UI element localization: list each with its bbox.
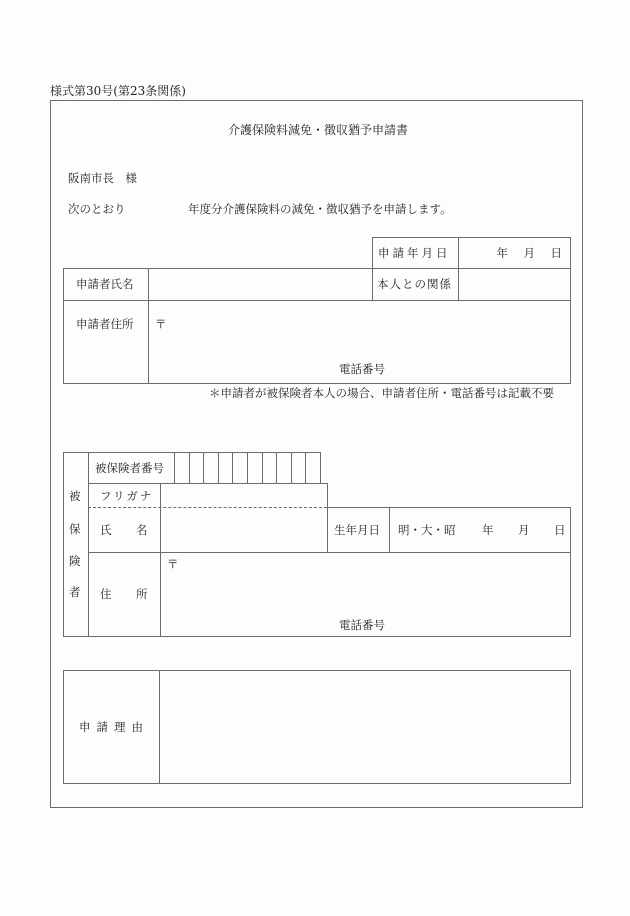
insured-number-label: 被保険者番号 xyxy=(95,461,164,475)
digit-box-divider xyxy=(320,452,321,483)
note: ＊申請者が被保険者本人の場合、申請者住所・電話番号は記載不要 xyxy=(209,386,554,400)
insured-number-digit-box[interactable] xyxy=(277,453,291,483)
insured-number-digit-box[interactable] xyxy=(190,453,204,483)
birth-year-unit: 年 xyxy=(482,523,494,537)
insured-section-label-4: 者 xyxy=(69,585,81,599)
insured-postal-mark: 〒 xyxy=(167,557,179,571)
insured-number-digit-box[interactable] xyxy=(306,453,320,483)
insured-address-field[interactable] xyxy=(161,553,570,636)
insured-number-digit-box[interactable] xyxy=(263,453,277,483)
insured-name-label-2: 名 xyxy=(136,523,148,537)
relation-field[interactable] xyxy=(459,269,570,300)
insured-number-digit-box[interactable] xyxy=(248,453,262,483)
applicant-name-field[interactable] xyxy=(149,269,372,300)
reason-label: 申請理由 xyxy=(79,720,149,734)
insured-number-digit-box[interactable] xyxy=(219,453,233,483)
insured-address-label-1: 住 xyxy=(100,587,112,601)
form-number: 様式第30号(第23条関係) xyxy=(50,84,186,98)
applicant-address-field[interactable] xyxy=(149,301,570,383)
insured-address-label-2: 所 xyxy=(136,587,148,601)
furigana-field[interactable] xyxy=(161,484,327,507)
application-date-value: 年 月 日 xyxy=(496,246,564,260)
relation-label: 本人との関係 xyxy=(377,277,452,291)
insured-section-label-2: 保 xyxy=(69,522,81,536)
birth-era: 明・大・昭 xyxy=(398,523,456,537)
addressee: 阪南市長 様 xyxy=(68,171,137,185)
form-title: 介護保険料減免・徴収猶予申請書 xyxy=(228,123,409,137)
birth-day-unit: 日 xyxy=(554,523,566,537)
insured-phone-label: 電話番号 xyxy=(339,618,385,632)
applicant-phone-label: 電話番号 xyxy=(339,362,385,376)
postal-mark: 〒 xyxy=(155,317,167,331)
insured-number-digit-box[interactable] xyxy=(292,453,306,483)
insured-name-label-1: 氏 xyxy=(100,523,112,537)
application-date-label: 申請年月日 xyxy=(378,246,451,260)
reason-field[interactable] xyxy=(160,671,570,783)
intro-prefix: 次のとおり xyxy=(68,202,126,216)
insured-number-digit-box[interactable] xyxy=(233,453,247,483)
furigana-label: フリガナ xyxy=(100,489,154,503)
birth-date-label: 生年月日 xyxy=(334,523,380,537)
applicant-address-label: 申請者住所 xyxy=(76,317,134,331)
intro-text: 年度分介護保険料の減免・徴収猶予を申請します。 xyxy=(188,202,452,216)
insured-name-field[interactable] xyxy=(161,508,327,552)
insured-section-label-3: 険 xyxy=(69,554,81,568)
birth-date-field[interactable] xyxy=(390,508,570,552)
application-date-field[interactable] xyxy=(459,238,570,268)
insured-number-digit-box[interactable] xyxy=(204,453,218,483)
fiscal-year-field[interactable] xyxy=(135,200,185,216)
applicant-name-label: 申請者氏名 xyxy=(76,277,134,291)
insured-number-digit-box[interactable] xyxy=(175,453,189,483)
insured-section-label-1: 被 xyxy=(69,489,81,503)
birth-month-unit: 月 xyxy=(518,523,530,537)
